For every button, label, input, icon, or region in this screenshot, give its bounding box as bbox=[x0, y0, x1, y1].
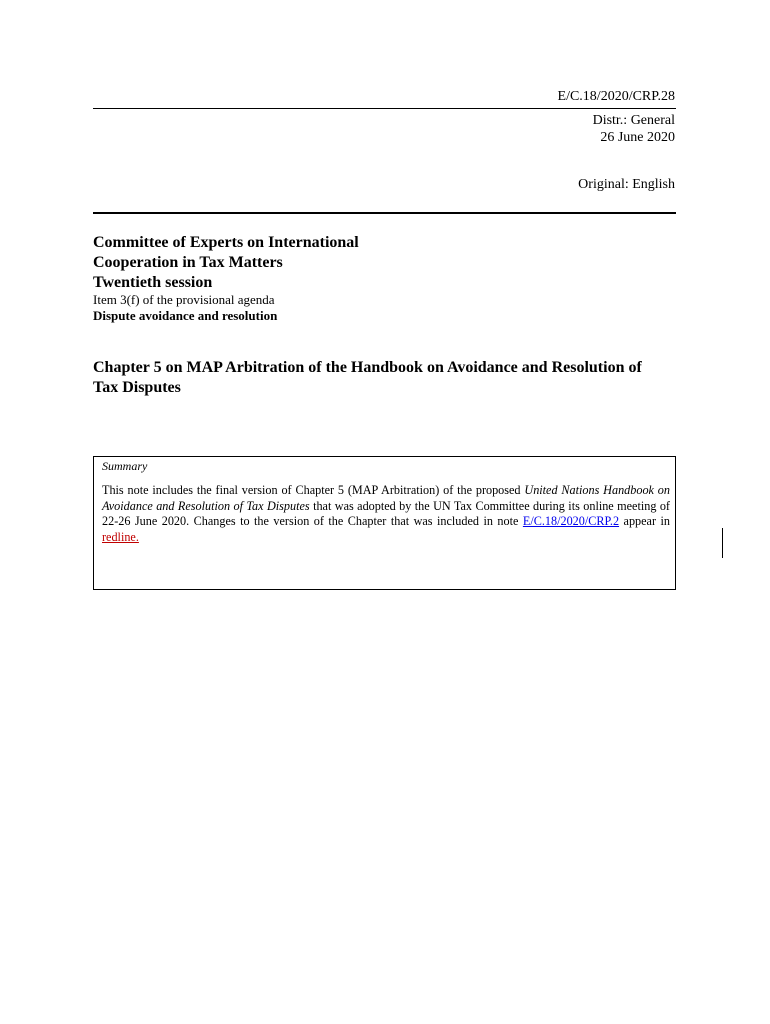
distribution-label: Distr.: General bbox=[592, 113, 675, 128]
agenda-topic: Dispute avoidance and resolution bbox=[93, 308, 278, 323]
summary-text-part-3: appear in bbox=[619, 514, 670, 528]
committee-name-line-2: Cooperation in Tax Matters bbox=[93, 254, 283, 271]
note-link[interactable]: E/C.18/2020/CRP.2 bbox=[522, 514, 620, 528]
summary-text-part-1: This note includes the final version of Chapter 5 (MAP Arbitration) of the proposed bbox=[102, 483, 525, 497]
change-bar bbox=[722, 528, 723, 558]
header-thick-divider bbox=[93, 212, 676, 214]
document-symbol: E/C.18/2020/CRP.28 bbox=[557, 89, 675, 104]
committee-heading bbox=[93, 233, 359, 293]
original-language: Original: English bbox=[578, 177, 675, 192]
committee-name-line-1: Committee of Experts on International bbox=[93, 234, 359, 251]
handbook-title: United Nations Handbook on Avoidance and Resolution of Tax Disputes bbox=[102, 483, 670, 513]
redline-link[interactable]: redline. bbox=[102, 529, 139, 544]
summary-label: Summary bbox=[102, 459, 148, 473]
agenda-item: Item 3(f) of the provisional agenda bbox=[93, 292, 275, 307]
summary-text-part-2: that was adopted by the UN Tax Committee during its online meeting of 22-26 June 2020. Changes to the version of the Chapter that was included in note bbox=[102, 498, 670, 528]
distribution-block bbox=[593, 112, 675, 146]
document-title: Chapter 5 on MAP Arbitration of the Handbook on Avoidance and Resolution of Tax Disputes bbox=[93, 359, 642, 396]
session-title: Twentieth session bbox=[93, 274, 213, 291]
summary-text bbox=[102, 483, 670, 545]
summary-box bbox=[93, 456, 676, 590]
header-divider bbox=[93, 108, 676, 109]
document-date: 26 June 2020 bbox=[600, 130, 675, 145]
